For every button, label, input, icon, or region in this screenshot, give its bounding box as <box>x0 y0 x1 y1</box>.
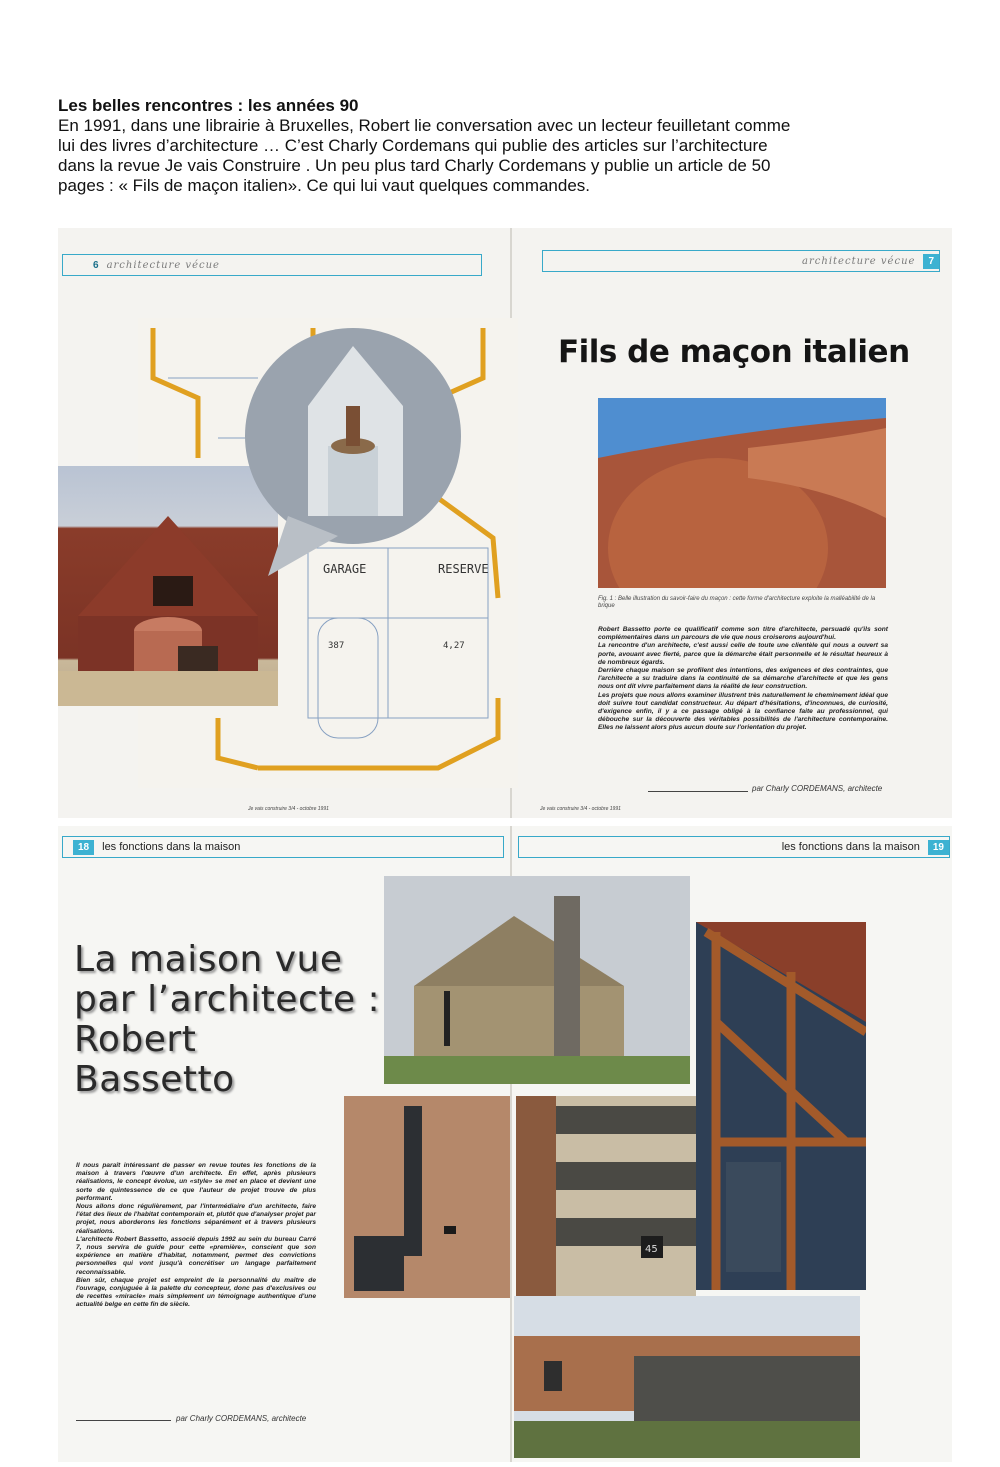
title-line-2: par l’architecte : <box>74 979 381 1020</box>
plan-label-dim-2: 4,27 <box>443 641 465 651</box>
photo-caption: Fig. 1 : Belle illustration du savoir-faire du maçon : cette forme d'architecture exploite la malléabilité de la brique <box>598 596 876 609</box>
page-number-6: 6 <box>93 259 99 271</box>
feature-body <box>76 1162 316 1310</box>
feature-paragraph-2: Nous allons donc régulièrement, par l'intermédiaire d'un architecte, faire l'état des lieux de l'habitat contemporain et, plutôt que d'analyser projet par projet, nous aborderons les fonctions séparément et à travers plusieurs réalisations. <box>76 1203 316 1235</box>
timber-frame-photo <box>696 922 866 1290</box>
feature-byline: par Charly CORDEMANS, architecte <box>176 1414 307 1423</box>
brick-window-photo <box>344 1096 510 1298</box>
feature-title <box>74 940 380 1100</box>
house-number: 45 <box>645 1244 658 1255</box>
title-line-3: Robert <box>74 1019 197 1060</box>
left-header-text: les fonctions dans la maison <box>102 841 241 853</box>
body-paragraph-3: Derrière chaque maison se profilent des intentions, des exigences et des contraintes, que l'architecte a su traduire dans la continuité de sa démarche d'architecte et que les gens nous ont dit vivre parfaitement dans la réalité de leur construction. <box>598 667 888 691</box>
footer-right: Je vais construire 3/4 - octobre 1991 <box>540 806 621 812</box>
intro-text <box>58 96 938 196</box>
intro-line-2: lui des livres d’architecture … C’est Charly Cordemans qui publie des articles sur l’architecture <box>58 136 768 155</box>
magazine-spread-18-19 <box>58 826 952 1462</box>
article-title: Fils de maçon italien <box>558 334 910 370</box>
plan-label-dim-1: 387 <box>328 641 345 651</box>
striped-facade-photo <box>516 1096 696 1298</box>
right-header-text: les fonctions dans la maison <box>781 841 920 853</box>
article-byline: par Charly CORDEMANS, architecte <box>752 784 883 793</box>
footer-left: Je vais construire 3/4 - octobre 1991 <box>248 806 329 812</box>
title-line-1: La maison vue <box>74 939 343 980</box>
feature-paragraph-4: Bien sûr, chaque projet est empreint de la personnalité du maître de l'ouvrage, conjuguée à la palette du concepteur, donc pas d'exclusives ou de recettes «miracle» mais simplement un témoignage authentique d'une actualité belge en cette fin de siècle. <box>76 1276 316 1309</box>
feature-byline-rule <box>76 1420 171 1421</box>
wooden-fence-photo <box>514 1296 860 1458</box>
right-page-header <box>518 836 950 858</box>
gabled-house-photo <box>384 876 690 1084</box>
body-paragraph-2: La rencontre d'un architecte, c'est aussi celle de toute une clientèle qui nous a ouvert sa porte, avouant avec fierté, parce que la démarche était personnelle et le résultat heureux à de nombreux égards. <box>598 642 888 666</box>
intro-line-1: En 1991, dans une librairie à Bruxelles, Robert lie conversation avec un lecteur feuilletant comme <box>58 116 791 135</box>
byline-rule <box>648 791 748 792</box>
intro-line-4: pages : « Fils de maçon italien». Ce qui lui vaut quelques commandes. <box>58 176 591 195</box>
plan-label-reserve: RESERVE <box>438 562 489 576</box>
body-paragraph-4: Les projets que nous allons examiner illustrent très naturellement le cheminement idéal que doit suivre tout candidat constructeur. Au départ d'hésitations, d'inconnues, de curiosité, d'exigence enfin, il y a ce passage obligé à la confiance faite au professionnel, qui débouche sur la découverte des véritables possibilités de l'architecture contemporaine. Elles ne laissent alors plus aucun doute sur l'orientation du projet. <box>598 691 888 732</box>
title-line-4: Bassetto <box>74 1059 235 1100</box>
intro-title: Les belles rencontres : les années 90 <box>58 96 359 115</box>
intro-line-3: dans la revue Je vais Construire . Un peu plus tard Charly Cordemans y publie un article de 50 <box>58 156 771 175</box>
feature-paragraph-3: L'architecte Robert Bassetto, associé depuis 1992 au sein du bureau Carré 7, nous servira de guide pour cette «première», conscient que son expérience en matière d'habitat, notamment, permet des convictions personnelles qui vont jusqu'à concrétiser un langage parfaitement reconnaissable. <box>76 1235 316 1276</box>
page-number-18: 18 <box>73 840 94 855</box>
page-number-19: 19 <box>928 840 949 855</box>
article-body <box>598 626 888 733</box>
page-number-7: 7 <box>923 254 939 269</box>
feature-paragraph-1: Il nous paraît intéressant de passer en revue toutes les fonctions de la maison à travers l'œuvre d'un architecte. En effet, après plusieurs réalisations, le concept évolue, un «style» se met en place et devient une sorte de quintessence de ce que l'auteur de projet trouve de plus performant. <box>76 1162 316 1202</box>
left-page-header <box>62 836 504 858</box>
model-bubble-photo <box>228 326 478 586</box>
plan-label-garage: GARAGE <box>323 562 367 576</box>
magazine-spread-6-7 <box>58 228 952 818</box>
right-header-text: architecture vécue <box>802 255 916 267</box>
body-paragraph-1: Robert Bassetto porte ce qualificatif comme son titre d'architecte, persuadé qu'ils sont complémentaires dans un parcours de vie que nous croiserons aujourd'hui. <box>598 626 888 642</box>
brick-curve-photo <box>598 398 886 588</box>
left-page-header <box>62 254 482 276</box>
left-header-text: architecture vécue <box>106 259 220 271</box>
right-page-header <box>542 250 940 272</box>
